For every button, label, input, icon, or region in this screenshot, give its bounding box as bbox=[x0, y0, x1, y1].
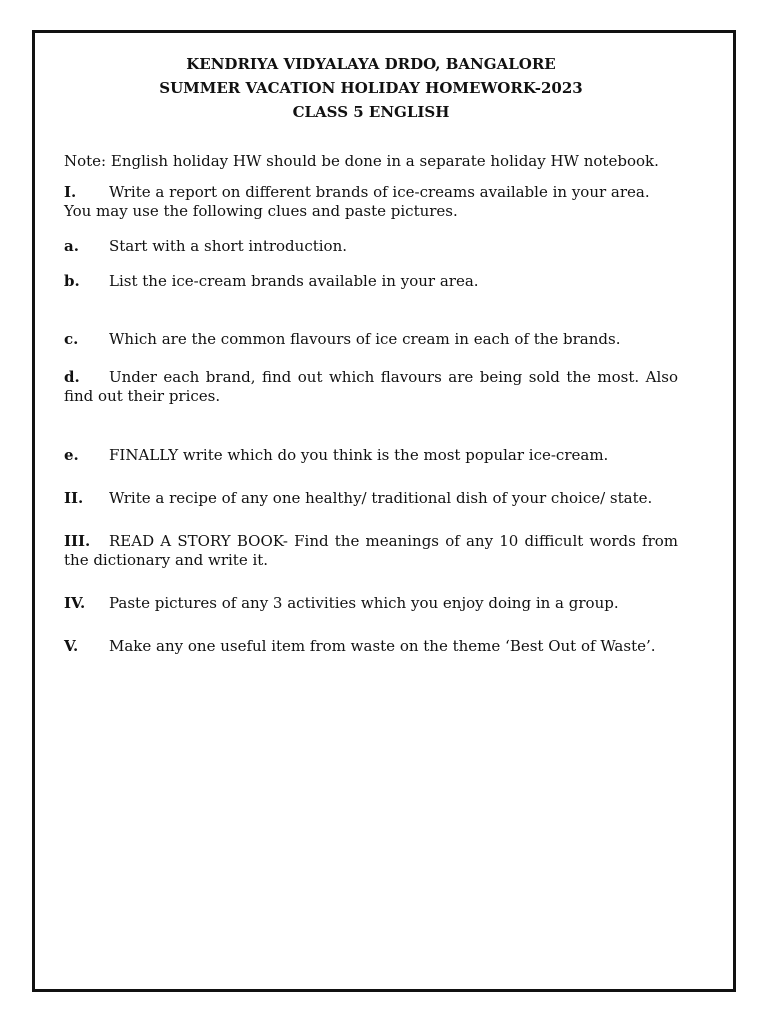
section-1 bbox=[64, 183, 678, 221]
section-5-marker: V. bbox=[64, 637, 79, 655]
section-3-text: READ A STORY BOOK- Find the meanings of any 10 difficult words from the dictionary and write it. bbox=[64, 532, 678, 569]
item-a-marker: a. bbox=[64, 237, 79, 255]
homework-title: SUMMER VACATION HOLIDAY HOMEWORK-2023 bbox=[159, 79, 583, 97]
section-4-text: Paste pictures of any 3 activities which you enjoy doing in a group. bbox=[109, 594, 619, 612]
section-4-marker: IV. bbox=[64, 594, 86, 612]
section-1-text: Write a report on different brands of ice-creams available in your area. bbox=[109, 183, 650, 201]
section-1-marker: I. bbox=[64, 183, 77, 201]
section-2-text: Write a recipe of any one healthy/ traditional dish of your choice/ state. bbox=[109, 489, 653, 507]
list-item-b bbox=[64, 272, 678, 291]
document-header bbox=[64, 52, 678, 124]
school-name: KENDRIYA VIDYALAYA DRDO, BANGALORE bbox=[186, 55, 556, 73]
class-subject: CLASS 5 ENGLISH bbox=[292, 103, 450, 121]
list-item-d bbox=[64, 368, 678, 406]
section-4 bbox=[64, 594, 678, 613]
section-2 bbox=[64, 489, 678, 508]
list-item-c bbox=[64, 330, 678, 349]
item-c-text: Which are the common flavours of ice cream in each of the brands. bbox=[109, 330, 621, 348]
item-e-marker: e. bbox=[64, 446, 79, 464]
item-a-text: Start with a short introduction. bbox=[109, 237, 348, 255]
item-d-marker: d. bbox=[64, 368, 80, 386]
list-item-e bbox=[64, 446, 678, 465]
item-e-text: FINALLY write which do you think is the most popular ice-cream. bbox=[109, 446, 609, 464]
item-b-text: List the ice-cream brands available in your area. bbox=[109, 272, 479, 290]
note-text: Note: English holiday HW should be done in a separate holiday HW notebook. bbox=[64, 152, 659, 170]
section-5-text: Make any one useful item from waste on the theme ‘Best Out of Waste’. bbox=[109, 637, 656, 655]
section-2-marker: II. bbox=[64, 489, 84, 507]
document-body bbox=[64, 52, 678, 656]
item-b-marker: b. bbox=[64, 272, 80, 290]
section-3-marker: III. bbox=[64, 532, 91, 550]
item-c-marker: c. bbox=[64, 330, 79, 348]
section-5 bbox=[64, 637, 678, 656]
item-d-text: Under each brand, find out which flavours are being sold the most. Also find out their prices. bbox=[64, 368, 678, 405]
section-1-subtext: You may use the following clues and paste pictures. bbox=[64, 202, 458, 220]
list-item-a bbox=[64, 237, 678, 256]
section-3 bbox=[64, 532, 678, 570]
